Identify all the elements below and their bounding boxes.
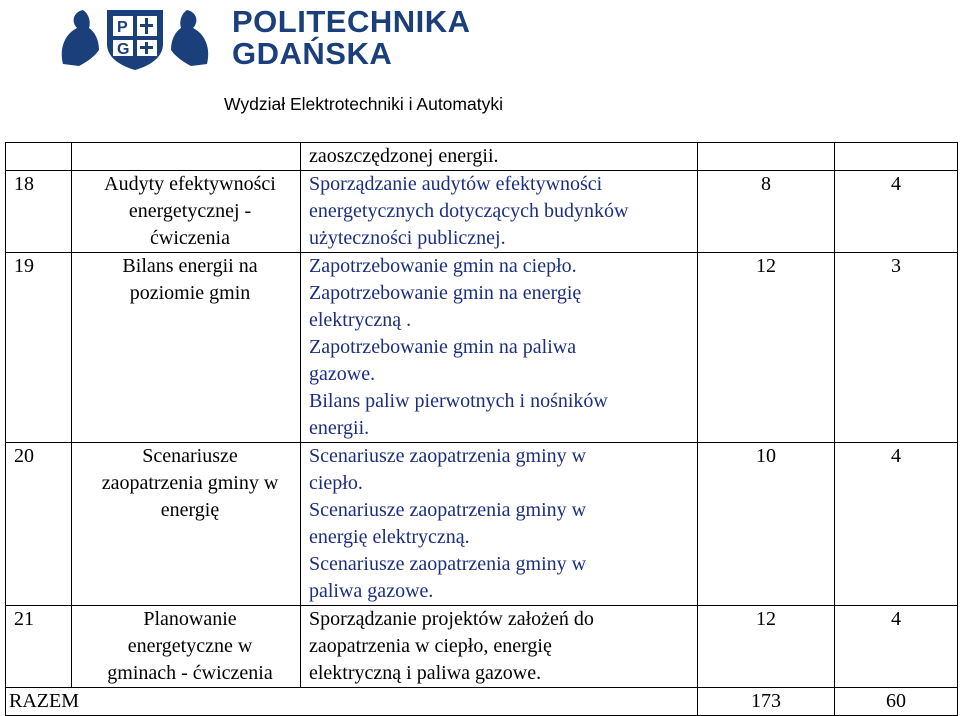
table-total-row (6, 688, 958, 716)
cell-topic-empty (72, 143, 301, 171)
syllabus-table (5, 142, 958, 716)
row-topic: Audyty efektywności energetycznej - ćwiczenia (72, 171, 301, 253)
table-row-continuation (6, 143, 958, 171)
university-crest-logo (55, 4, 215, 70)
row-hours-lecture: 12 (698, 253, 835, 443)
row-topic: Scenariusze zaopatrzenia gminy w energię (72, 443, 301, 606)
row-topic: Planowanie energetyczne w gminach - ćwiczenia (72, 606, 301, 688)
row-content: Sporządzanie audytów efektywności energetycznych dotyczących budynków użyteczności publicznej. (301, 171, 698, 253)
row-number: 19 (6, 253, 72, 443)
row-hours-other: 4 (835, 443, 958, 606)
row-number: 20 (6, 443, 72, 606)
row-hours-other: 3 (835, 253, 958, 443)
row-content: Scenariusze zaopatrzenia gminy w ciepło. Scenariusze zaopatrzenia gminy w energię elektryczną. Scenariusze zaopatrzenia gminy w paliwa gazowe. (301, 443, 698, 606)
row-hours-lecture: 8 (698, 171, 835, 253)
page-header (0, 0, 960, 140)
university-name (232, 6, 471, 70)
row-hours-other: 4 (835, 606, 958, 688)
faculty-name: Wydział Elektrotechniki i Automatyki (224, 94, 503, 114)
table-row (6, 253, 958, 443)
crest-letter-p: P (117, 19, 128, 36)
table-row (6, 606, 958, 688)
crest-letter-g: G (117, 41, 130, 58)
total-hours-other: 60 (835, 688, 958, 716)
cell-hours2-empty (835, 143, 958, 171)
cell-num-empty (6, 143, 72, 171)
row-hours-other: 4 (835, 171, 958, 253)
row-content: Zapotrzebowanie gmin na ciepło. Zapotrzebowanie gmin na energię elektryczną . Zapotrzebowanie gmin na paliwa gazowe. Bilans paliw pierwotnych i nośników energii. (301, 253, 698, 443)
cell-hours-empty (698, 143, 835, 171)
row-topic: Bilans energii na poziomie gmin (72, 253, 301, 443)
row-hours-lecture: 12 (698, 606, 835, 688)
total-hours-lecture: 173 (698, 688, 835, 716)
table-row (6, 171, 958, 253)
cell-content-continuation: zaoszczędzonej energii. (301, 143, 698, 171)
row-number: 21 (6, 606, 72, 688)
table-row (6, 443, 958, 606)
row-number: 18 (6, 171, 72, 253)
total-label: RAZEM (6, 688, 698, 716)
brand-line-2: GDAŃSKA (232, 36, 393, 71)
row-hours-lecture: 10 (698, 443, 835, 606)
row-content: Sporządzanie projektów założeń do zaopatrzenia w ciepło, energię elektryczną i paliwa gazowe. (301, 606, 698, 688)
brand-line-1: POLITECHNIKA (232, 4, 471, 39)
